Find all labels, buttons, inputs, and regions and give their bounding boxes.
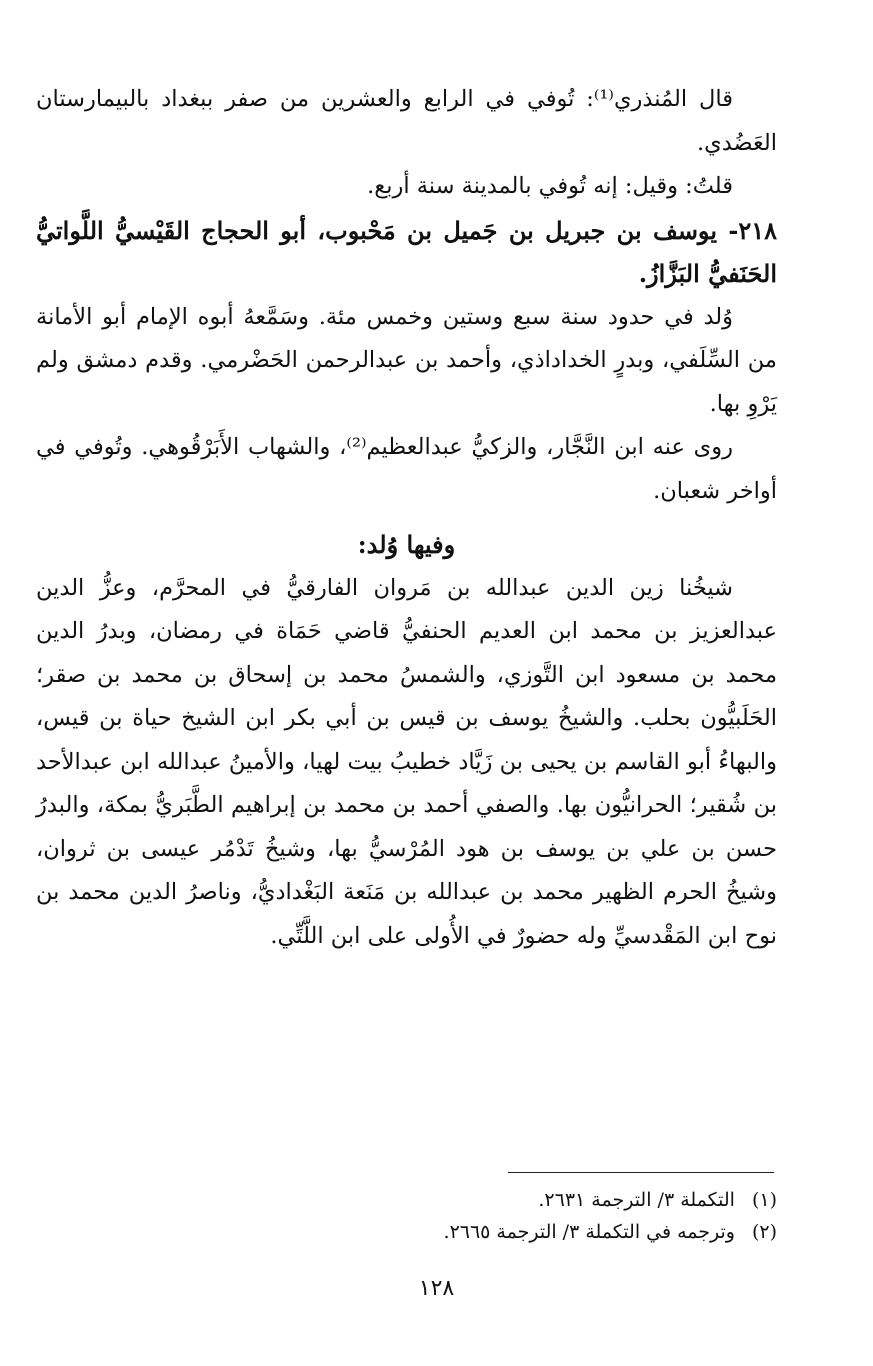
footnote-item: [36, 1216, 777, 1248]
footnote-number: (٢): [751, 1221, 777, 1243]
footnotes: [36, 1184, 777, 1248]
footnote-item: [36, 1184, 777, 1216]
footnote-separator: [508, 1172, 774, 1173]
paragraph-births-list: شيخُنا زين الدين عبدالله بن مَروان الفارقيُّ في المحرَّم، وعزُّ الدين عبدالعزيز بن محمد ابن العديم الحنفيُّ قاضي حَمَاة في رمضان، وبدرُ الدين محمد بن مسعود ابن التَّوزي، والشمسُ محمد بن إسحاق بن محمد بن صقر؛ الحَلَبيُّون بحلب. والشيخُ يوسف بن قيس بن أبي بكر ابن الشيخ حياة بن قيس، والبهاءُ أبو القاسم بن يحيى بن زَيَّاد خطيبُ بيت لهيا، والأمينُ عبدالله ابن عبدالأحد بن شُقير؛ الحرانيُّون بها. والصفي أحمد بن محمد بن إبراهيم الطَّبَريُّ بمكة، والبدرُ حسن بن علي بن يوسف بن هود المُرْسيُّ بها، وشيخُ تَدْمُر عيسى بن ثروان، وشيخُ الحرم الظهير محمد بن عبدالله بن مَنَعة البَغْداديُّ، وناصرُ الدين محمد بن نوح ابن المَقْدسيِّ وله حضورٌ في الأُولى على ابن اللَّتِّي.: [36, 574, 777, 949]
section-heading: وفيها وُلد:: [357, 530, 456, 559]
paragraph-qultu: قلتُ: وقيل: إنه تُوفي بالمدينة سنة أربع.: [367, 173, 733, 199]
page-number: ١٢٨: [418, 1276, 455, 1301]
main-text: [36, 78, 777, 958]
biography-entry-heading: ٢١٨- يوسف بن جبريل بن جَميل بن مَحْبوب، أبو الحجاج القَيْسيُّ اللَّواتيُّ الحَنَفيُّ البَزَّازُ.: [36, 215, 777, 288]
paragraph-almundhiri: قال المُنذري⁽¹⁾: تُوفي في الرابع والعشرين من صفر ببغداد بالبيمارستان العَضُدي.: [36, 86, 777, 156]
paragraph-narrators: روى عنه ابن النَّجَّار، والزكيُّ عبدالعظيم⁽²⁾، والشهاب الأَبَرْقُوهي. وتُوفي في أواخر شعبان.: [36, 434, 777, 504]
footnote-text: التكملة ٣/ الترجمة ٢٦٣١.: [538, 1189, 735, 1211]
footnote-text: وترجمه في التكملة ٣/ الترجمة ٢٦٦٥.: [443, 1221, 735, 1243]
paragraph-birth: وُلد في حدود سنة سبع وستين وخمس مئة. وسَمَّعهُ أبوه الإمام أبو الأمانة من السِّلَفي، وبدرٍ الخداداذي، وأحمد بن عبدالرحمن الحَضْرمي. وقدم دمشق ولم يَرْوِ بها.: [36, 303, 777, 417]
footnote-number: (١): [751, 1189, 777, 1211]
